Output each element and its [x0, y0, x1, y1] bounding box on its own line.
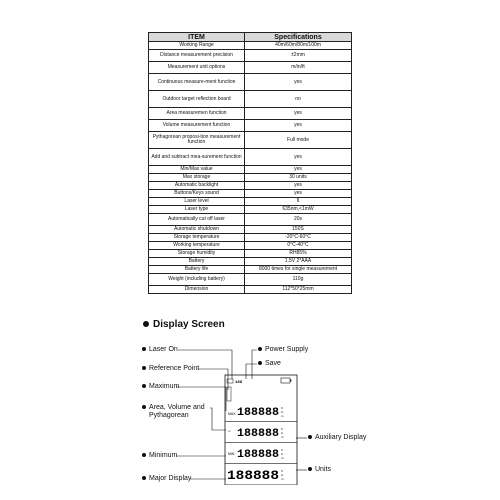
table-cell-item: Battery [149, 258, 245, 266]
label-auxiliary-display: Auxiliary Display [308, 434, 366, 442]
table-cell-spec: 8000 times for single measurement [245, 266, 352, 274]
table-cell-spec: Full mode [245, 132, 352, 149]
table-cell-item: Max storage [149, 174, 245, 182]
lcd-row4-unit-ft: ft [281, 469, 283, 473]
lcd-row4-unit-in: in [281, 473, 284, 477]
callout-save [246, 364, 257, 379]
lcd-row3-unit-ft: ft [281, 448, 283, 452]
table-cell-spec: 1.5V 2*AAA [245, 258, 352, 266]
table-cell-spec: 0°C-40°C [245, 242, 352, 250]
callout-area [210, 408, 226, 430]
table-cell-item: Dimension [149, 286, 245, 294]
callout-power-supply [252, 350, 257, 379]
lcd-row3-digits: 188888 [237, 449, 280, 461]
column-header-item: ITEM [149, 33, 245, 42]
table-cell-item: Automatic backlight [149, 182, 245, 190]
label-area-volume: Area, Volume and [142, 404, 205, 412]
lcd-area-icon: ▱ [228, 429, 231, 433]
table-cell-spec: yes [245, 74, 352, 91]
table-cell-item: Battery life [149, 266, 245, 274]
table-cell-item: Weight (including battery) [149, 274, 245, 286]
table-cell-spec: RH85% [245, 250, 352, 258]
table-cell-item: Automatic shutdown [149, 226, 245, 234]
table-cell-item: Distance measurement precision [149, 50, 245, 62]
column-header-specifications: Specifications [245, 33, 352, 42]
table-cell-item: Working temperature [149, 242, 245, 250]
lcd-row4-unit-m: m [281, 477, 284, 481]
lcd-row1-unit-in: in [281, 410, 284, 414]
table-cell-item: Area measuremen function [149, 108, 245, 120]
table-cell-item: Automatically cut off laser [149, 214, 245, 226]
label-units: Units [308, 466, 331, 474]
table-cell-item: Pythagorean proposi-tion measurement function [149, 132, 245, 149]
table-cell-spec: yes [245, 182, 352, 190]
table-cell-item: Continuous measure-ment function [149, 74, 245, 91]
table-cell-item: Min/Max value [149, 166, 245, 174]
lcd-row3-unit-in: in [281, 452, 284, 456]
table-cell-item: Volume measurement function [149, 120, 245, 132]
lcd-row1-digits: 188888 [237, 407, 280, 419]
table-cell-spec: 635nm,<1mW [245, 206, 352, 214]
table-cell-item: Working Range [149, 42, 245, 50]
table-cell-spec: yes [245, 120, 352, 132]
lcd-row2-unit-m: m [281, 435, 284, 439]
lcd-max-label: MAX [228, 412, 236, 416]
callout-laser-on [178, 350, 232, 379]
table-cell-spec: m/in/ft [245, 62, 352, 74]
table-cell-spec: yes [245, 108, 352, 120]
table-cell-item: Storage temperature [149, 234, 245, 242]
label-major-display: Major Display [142, 475, 191, 483]
table-cell-spec: 40m/60m/80m/100m [245, 42, 352, 50]
table-cell-spec: yes [245, 166, 352, 174]
table-cell-item: Laser type [149, 206, 245, 214]
lcd-row3-unit-m: m [281, 456, 284, 460]
label-reference-point: Reference Point [142, 365, 199, 373]
table-cell-spec: no [245, 91, 352, 108]
lcd-small-digits: 188 [235, 381, 243, 385]
table-cell-spec: 30 units [245, 174, 352, 182]
label-laser-on: Laser On [142, 346, 178, 354]
label-minimum: Minimum [142, 452, 177, 460]
lcd-row2-digits: 188888 [237, 428, 280, 440]
lcd-row2-unit-in: in [281, 431, 284, 435]
table-cell-item: Measurement unit options [149, 62, 245, 74]
lcd-major-digits: 188888 [227, 468, 280, 483]
table-cell-item: Add and subtract mea-surement function [149, 149, 245, 166]
lcd-min-label: MIN [228, 452, 235, 456]
table-cell-item: Buttons/Keys sound [149, 190, 245, 198]
lcd-row1-unit-m: m [281, 414, 284, 418]
display-screen-title: Display Screen [153, 319, 225, 330]
table-cell-item: Laser level [149, 198, 245, 206]
label-pythagorean: Pythagorean [149, 412, 189, 419]
label-save: Save [258, 360, 281, 368]
table-cell-spec: ±2mm [245, 50, 352, 62]
table-cell-spec: II [245, 198, 352, 206]
table-cell-spec: 112*50*25mm [245, 286, 352, 294]
lcd-row2-unit-ft: ft [281, 427, 283, 431]
table-cell-spec: 150S [245, 226, 352, 234]
table-cell-spec: -20°C-60°C [245, 234, 352, 242]
table-cell-spec: yes [245, 190, 352, 198]
label-maximum: Maximum [142, 383, 179, 391]
table-cell-spec: yes [245, 149, 352, 166]
table-cell-spec: 20s [245, 214, 352, 226]
lcd-row1-unit-ft: ft [281, 406, 283, 410]
table-cell-spec: 110g [245, 274, 352, 286]
table-cell-item: Outdoor target reflection board [149, 91, 245, 108]
label-power-supply: Power Supply [258, 346, 308, 354]
callout-maximum [176, 387, 226, 411]
table-cell-item: Storage humidity [149, 250, 245, 258]
